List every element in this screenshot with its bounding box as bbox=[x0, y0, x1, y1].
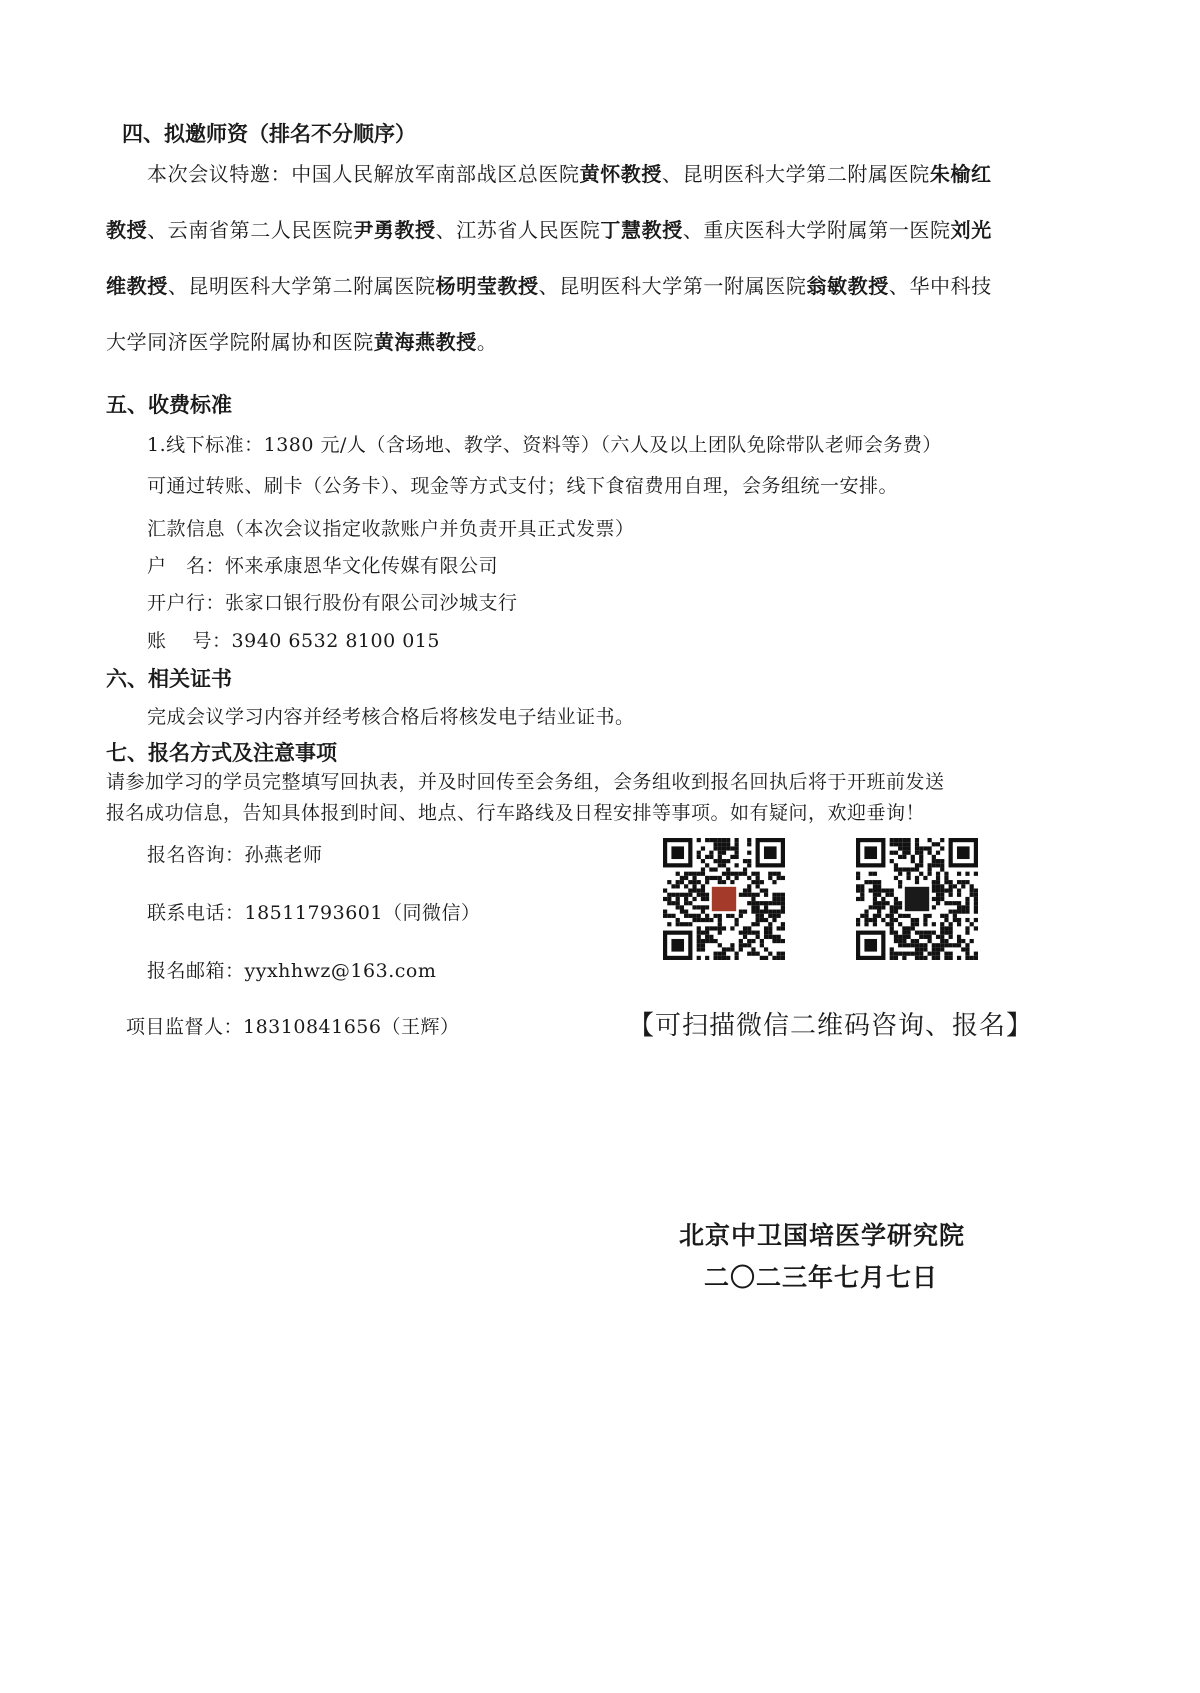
registration-instructions-line1: 请参加学习的学员完整填写回执表，并及时回传至会务组，会务组收到报名回执后将于开班前发送 bbox=[106, 771, 945, 793]
section6-heading: 六、相关证书 bbox=[106, 667, 232, 691]
section4-text: 、昆明医科大学第二附属医院 bbox=[167, 274, 436, 298]
invited-professor-name: 尹勇教授 bbox=[353, 218, 436, 242]
invited-professor-name: 教授 bbox=[106, 218, 148, 242]
invited-professor-name: 维教授 bbox=[106, 274, 168, 298]
registration-email[interactable]: 报名邮箱：yyxhhwz@163.com bbox=[147, 960, 437, 982]
registration-instructions-line2: 报名成功信息，告知具体报到时间、地点、行车路线及日程安排等事项。如有疑问，欢迎垂询！ bbox=[106, 802, 926, 824]
invited-professor-name: 黄怀教授 bbox=[579, 162, 663, 186]
invited-professor-name: 杨明莹教授 bbox=[435, 274, 539, 298]
section4-text: 大学同济医学院附属协和医院 bbox=[106, 330, 374, 354]
section4-line bbox=[147, 158, 992, 187]
invited-professor-name: 刘光 bbox=[950, 218, 992, 242]
account-number: 账 号：3940 6532 8100 015 bbox=[147, 630, 440, 652]
section4-text: 本次会议特邀：中国人民解放军南部战区总医院 bbox=[147, 162, 580, 186]
signature-org: 北京中卫国培医学研究院 bbox=[679, 1221, 966, 1250]
section4-text: 、昆明医科大学第一附属医院 bbox=[538, 274, 807, 298]
section4-heading: 四、拟邀师资（排名不分顺序） bbox=[122, 122, 416, 146]
section4-text: 。 bbox=[476, 330, 498, 354]
section4-line bbox=[106, 214, 992, 243]
qr-caption: 【可扫描微信二维码咨询、报名】 bbox=[628, 1011, 1034, 1041]
invited-professor-name: 翁敏教授 bbox=[806, 274, 889, 298]
remittance-info-title: 汇款信息（本次会议指定收款账户并负责开具正式发票） bbox=[147, 518, 635, 540]
fee-standard-line: 1.线下标准：1380 元/人（含场地、教学、资料等）（六人及以上团队免除带队老师会务费） bbox=[147, 434, 942, 456]
section4-text: 、云南省第二人民医院 bbox=[147, 218, 354, 242]
wechat-qr-code-1 bbox=[663, 838, 785, 960]
signature-date: 二〇二三年七月七日 bbox=[704, 1263, 939, 1292]
section4-line bbox=[106, 326, 497, 355]
wechat-qr-code-2 bbox=[856, 838, 978, 960]
section4-text: 、江苏省人民医院 bbox=[435, 218, 601, 242]
invited-professor-name: 黄海燕教授 bbox=[373, 330, 477, 354]
contact-phone: 联系电话：18511793601（同微信） bbox=[147, 902, 481, 924]
section4-text: 、华中科技 bbox=[888, 274, 992, 298]
invited-professor-name: 朱榆红 bbox=[929, 162, 992, 186]
payment-methods-line: 可通过转账、刷卡（公务卡）、现金等方式支付；线下食宿费用自理，会务组统一安排。 bbox=[147, 475, 899, 497]
section5-heading: 五、收费标准 bbox=[106, 393, 232, 417]
section4-text: 、重庆医科大学附属第一医院 bbox=[682, 218, 951, 242]
project-supervisor: 项目监督人：18310841656（王辉） bbox=[126, 1016, 460, 1038]
certificate-text: 完成会议学习内容并经考核合格后将核发电子结业证书。 bbox=[147, 706, 635, 728]
registration-consult: 报名咨询：孙燕老师 bbox=[147, 844, 323, 866]
section4-text: 、昆明医科大学第二附属医院 bbox=[662, 162, 930, 186]
account-name: 户 名：怀来承康恩华文化传媒有限公司 bbox=[147, 555, 499, 577]
bank-name: 开户行：张家口银行股份有限公司沙城支行 bbox=[147, 592, 518, 614]
section4-line bbox=[106, 270, 992, 299]
section7-heading: 七、报名方式及注意事项 bbox=[106, 741, 337, 765]
invited-professor-name: 丁慧教授 bbox=[600, 218, 683, 242]
